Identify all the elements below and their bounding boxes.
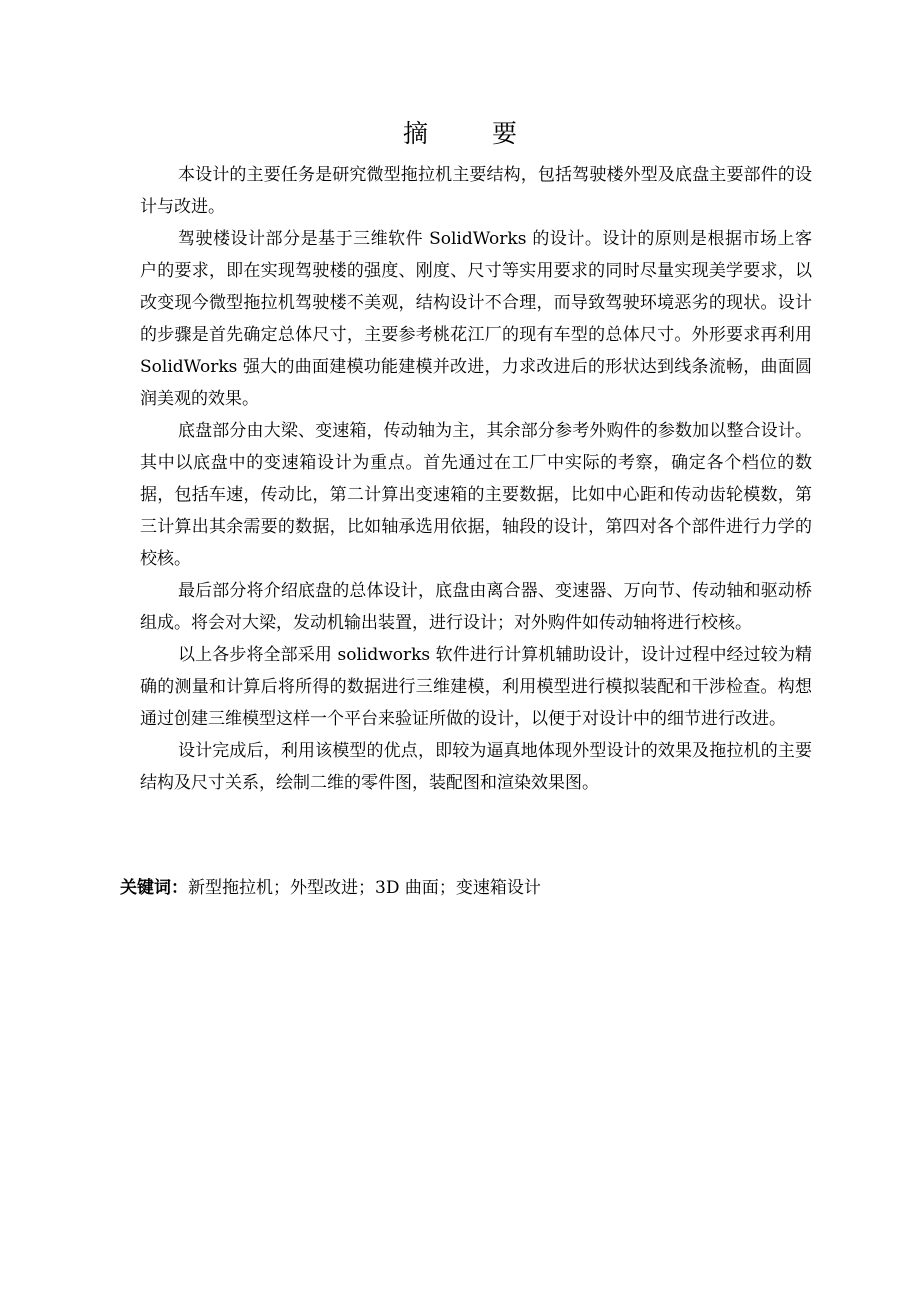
keywords-line xyxy=(120,874,820,902)
page-title: 摘 要 xyxy=(403,119,545,148)
paragraph-3: 底盘部分由大梁、变速箱，传动轴为主，其余部分参考外购件的参数加以整合设计。其中以底盘中的变速箱设计为重点。首先通过在工厂中实际的考察，确定各个档位的数据，包括车速，传动比，第二计算出变速箱的主要数据，比如中心距和传动齿轮模数，第三计算出其余需要的数据，比如轴承选用依据，轴段的设计，第四对各个部件进行力学的校核。 xyxy=(140,421,812,569)
paragraph-5: 以上各步将全部采用 solidworks 软件进行计算机辅助设计，设计过程中经过较为精确的测量和计算后将所得的数据进行三维建模，利用模型进行模拟装配和干涉检查。构想通过创建三维模型这样一个平台来验证所做的设计，以便于对设计中的细节进行改进。 xyxy=(140,645,812,729)
paragraph-2: 驾驶楼设计部分是基于三维软件 SolidWorks 的设计。设计的原则是根据市场上客户的要求，即在实现驾驶楼的强度、刚度、尺寸等实用要求的同时尽量实现美学要求，以改变现今微型拖拉机驾驶楼不美观，结构设计不合理，而导致驾驶环境恶劣的现状。设计的步骤是首先确定总体尺寸，主要参考桃花江厂的现有车型的总体尺寸。外形要求再利用 SolidWorks 强大的曲面建模功能建模并改进，力求改进后的形状达到线条流畅，曲面圆润美观的效果。 xyxy=(140,229,812,409)
keywords-label: 关键词： xyxy=(120,878,188,898)
paragraph-4: 最后部分将介绍底盘的总体设计，底盘由离合器、变速器、万向节、传动轴和驱动桥组成。将会对大梁，发动机输出装置，进行设计；对外购件如传动轴将进行校核。 xyxy=(140,581,812,633)
keywords-value: 新型拖拉机；外型改进；3D 曲面；变速箱设计 xyxy=(188,878,541,898)
paragraph-6: 设计完成后，利用该模型的优点，即较为逼真地体现外型设计的效果及拖拉机的主要结构及尺寸关系，绘制二维的零件图，装配图和渲染效果图。 xyxy=(140,741,812,793)
paragraph-1: 本设计的主要任务是研究微型拖拉机主要结构，包括驾驶楼外型及底盘主要部件的设计与改进。 xyxy=(140,165,812,217)
abstract-body xyxy=(140,159,812,799)
